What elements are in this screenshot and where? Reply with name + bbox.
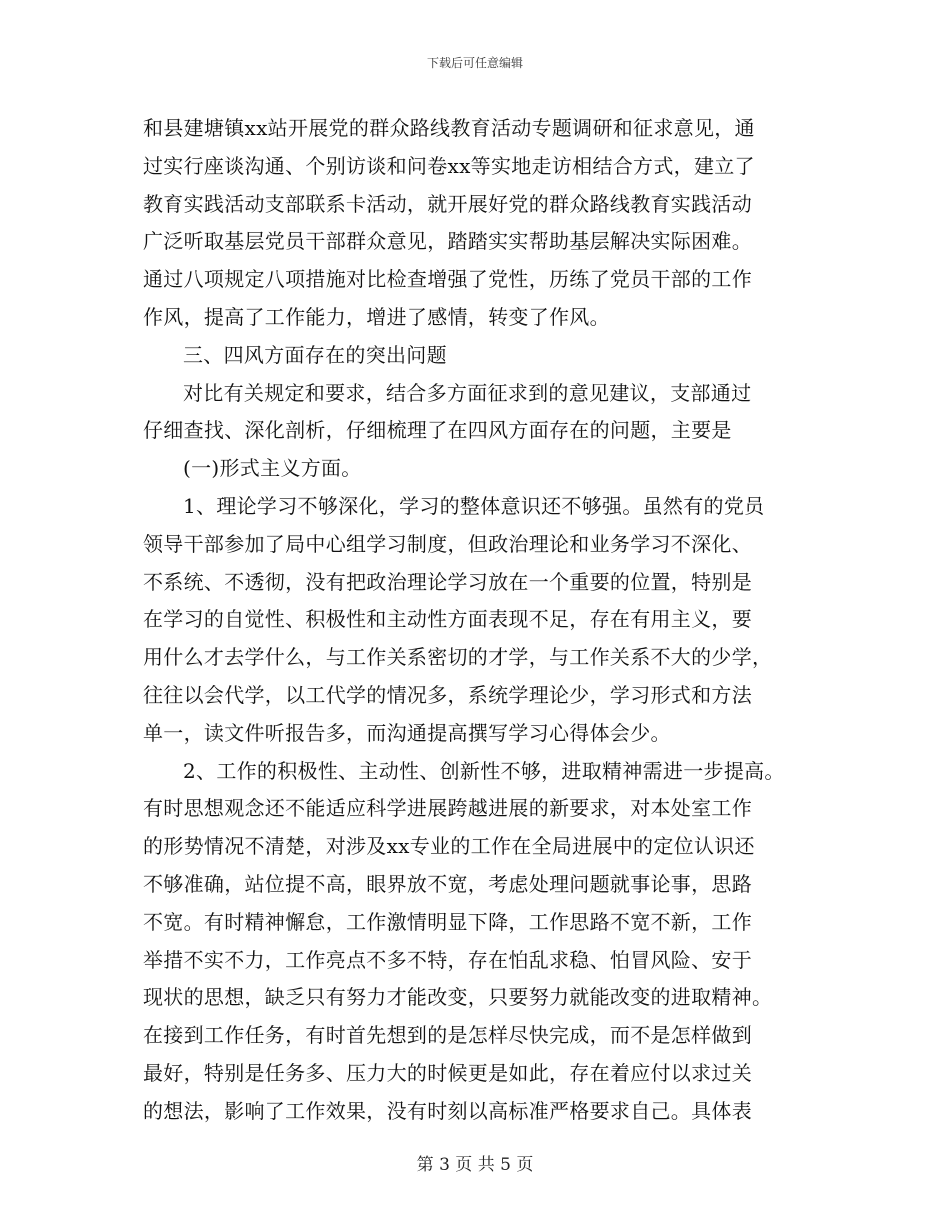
text-line: 的想法，影响了工作效果，没有时刻以高标准严格要求自己。具体表: [143, 1098, 752, 1123]
text-line: 用什么才去学什么，与工作关系密切的才学，与工作关系不大的少学，: [143, 645, 773, 670]
text-line: 广泛听取基层党员干部群众意见，踏踏实实帮助基层解决实际困难。: [143, 229, 752, 254]
text-line: 不宽。有时精神懈怠，工作激情明显下降，工作思路不宽不新，工作: [143, 909, 752, 934]
text-line: 教育实践活动支部联系卡活动，就开展好党的群众路线教育实践活动: [143, 191, 752, 216]
text-line: 不系统、不透彻，没有把政治理论学习放在一个重要的位置，特别是: [143, 569, 752, 594]
text-line: 有时思想观念还不能适应科学进展跨越进展的新要求，对本处室工作: [143, 796, 752, 821]
text-line: 最好，特别是任务多、压力大的时候更是如此，存在着应付以求过关: [143, 1060, 752, 1085]
page-number-footer: 第 3 页 共 5 页: [416, 1155, 534, 1175]
text-line: 往往以会代学，以工代学的情况多，系统学理论少，学习形式和方法: [143, 682, 752, 707]
text-line: 仔细查找、深化剖析，仔细梳理了在四风方面存在的问题，主要是: [143, 418, 732, 443]
text-line: 领导干部参加了局中心组学习制度，但政治理论和业务学习不深化、: [143, 531, 752, 556]
text-line: 举措不实不力，工作亮点不多不特，存在怕乱求稳、怕冒风险、安于: [143, 947, 752, 972]
text-line: (一)形式主义方面。: [183, 456, 362, 481]
text-line: 的形势情况不清楚，对涉及xx专业的工作在全局进展中的定位认识还: [143, 834, 755, 859]
text-line: 2、工作的积极性、主动性、创新性不够，进取精神需进一步提高。: [183, 758, 785, 783]
text-line: 单一，读文件听报告多，而沟通提高撰写学习心得体会少。: [143, 720, 671, 745]
text-line: 过实行座谈沟通、个别访谈和问卷xx等实地走访相结合方式，建立了: [143, 153, 755, 178]
page-header: 下载后可任意编辑: [426, 56, 523, 70]
text-line: 在学习的自觉性、积极性和主动性方面表现不足，存在有用主义，要: [143, 607, 752, 632]
text-line: 在接到工作任务，有时首先想到的是怎样尽快完成，而不是怎样做到: [143, 1023, 752, 1048]
document-body: [143, 110, 823, 1131]
text-line: 不够准确，站位提不高，眼界放不宽，考虑处理问题就事论事，思路: [143, 871, 752, 896]
text-line: 1、理论学习不够深化，学习的整体意识还不够强。虽然有的党员: [183, 493, 765, 518]
text-line: 通过八项规定八项措施对比检查增强了党性，历练了党员干部的工作: [143, 267, 752, 292]
text-line: 和县建塘镇xx站开展党的群众路线教育活动专题调研和征求意见，通: [143, 116, 755, 140]
text-line: 现状的思想，缺乏只有努力才能改变，只要努力就能改变的进取精神。: [143, 985, 773, 1010]
text-line: 对比有关规定和要求，结合多方面征求到的意见建议，支部通过: [183, 380, 752, 405]
text-line: 作风，提高了工作能力，增进了感情，转变了作风。: [143, 304, 610, 329]
text-line: 三、四风方面存在的突出问题: [183, 342, 447, 367]
